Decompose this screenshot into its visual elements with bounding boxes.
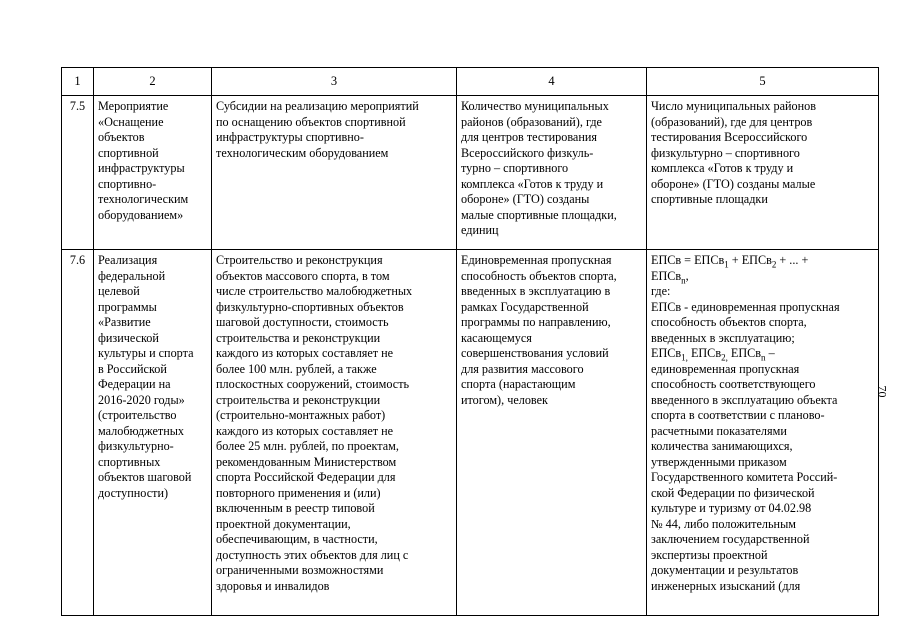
indicator-name: Единовременная пропускная способность объектов спорта, введенных в эксплуатацию в рамках Государственной программы по направлению, касающемуся совершенствования условий для развития массового спорта (нарастающим итогом), человек xyxy=(457,250,647,616)
formula-where: где: xyxy=(651,284,671,298)
table-row xyxy=(62,250,879,616)
header-cell-2: 2 xyxy=(94,68,212,96)
header-cell-4: 4 xyxy=(457,68,647,96)
event-name: Реализация федеральной целевой программы «Развитие физической культуры и спорта в Российской Федерации на 2016-2020 годы» (строительство малобюджетных физкультурно- спортивных объектов шаговой доступности) xyxy=(94,250,212,616)
page-number: 70 xyxy=(875,385,890,398)
event-description: Субсидии на реализацию мероприятий по оснащению объектов спортивной инфраструктуры спортивно- технологическим оборудованием xyxy=(212,96,457,250)
indicator-name: Количество муниципальных районов (образований), где для центров тестирования Всероссийского физкуль- турно – спортивного комплекса «Готов к труду и обороне» (ГТО) созданы малые спортивные площадки, единиц xyxy=(457,96,647,250)
table-row xyxy=(62,96,879,250)
row-number: 7.6 xyxy=(62,250,94,616)
header-cell-5: 5 xyxy=(647,68,879,96)
formula-definition-1: ЕПСв - единовременная пропускная способность объектов спорта, введенных в эксплуатацию; xyxy=(651,299,840,345)
document-table xyxy=(61,67,879,616)
header-cell-3: 3 xyxy=(212,68,457,96)
formula: ЕПСв = ЕПСв$_1$ + ЕПСв$_2$ + ... + ЕПСв$_n$, xyxy=(651,253,809,285)
formula-definition-2-terms: ЕПСв$_{1,}$ ЕПСв$_{2,}$ ЕПСв$_n$ – xyxy=(651,346,775,363)
event-description: Строительство и реконструкция объектов массового спорта, в том числе строительство малобюджетных физкультурно-спортивных объектов шаговой доступности, стоимость строительства и реконструкции каждого из которых составляет не более 100 млн. рублей, а также плоскостных сооружений, стоимость строительства и реконструкции (строительно-монтажных работ) каждого из которых составляет не более 25 млн. рублей, по проектам, рекомендованным Министерством спорта Российской Федерации для повторного применения и (или) включенным в реестр типовой проектной документации, обеспечивающим, в частности, доступность этих объектов для лиц с ограниченными возможностями здоровья и инвалидов xyxy=(212,250,457,616)
header-cell-1: 1 xyxy=(62,68,94,96)
calculation-method xyxy=(647,250,879,616)
event-name: Мероприятие «Оснащение объектов спортивной инфраструктуры спортивно- технологическим оборудованием» xyxy=(94,96,212,250)
row-number: 7.5 xyxy=(62,96,94,250)
formula-definition-2: единовременная пропускная способность соответствующего введенного в эксплуатацию объекта спорта в соответствии с планово- расчетными показателями количества занимающихся, утвержденными приказом Государственного комитета Россий- ской Федерации по физической культуре и туризму от 04.02.98 № 44, либо положительным заключением государственной экспертизы проектной документации и результатов инженерных изысканий (для xyxy=(651,361,838,593)
calculation-method: Число муниципальных районов (образований), где для центров тестирования Всероссийского физкультурно – спортивного комплекса «Готов к труду и обороне» (ГТО) созданы малые спортивные площадки xyxy=(647,96,879,250)
header-row xyxy=(62,68,879,96)
